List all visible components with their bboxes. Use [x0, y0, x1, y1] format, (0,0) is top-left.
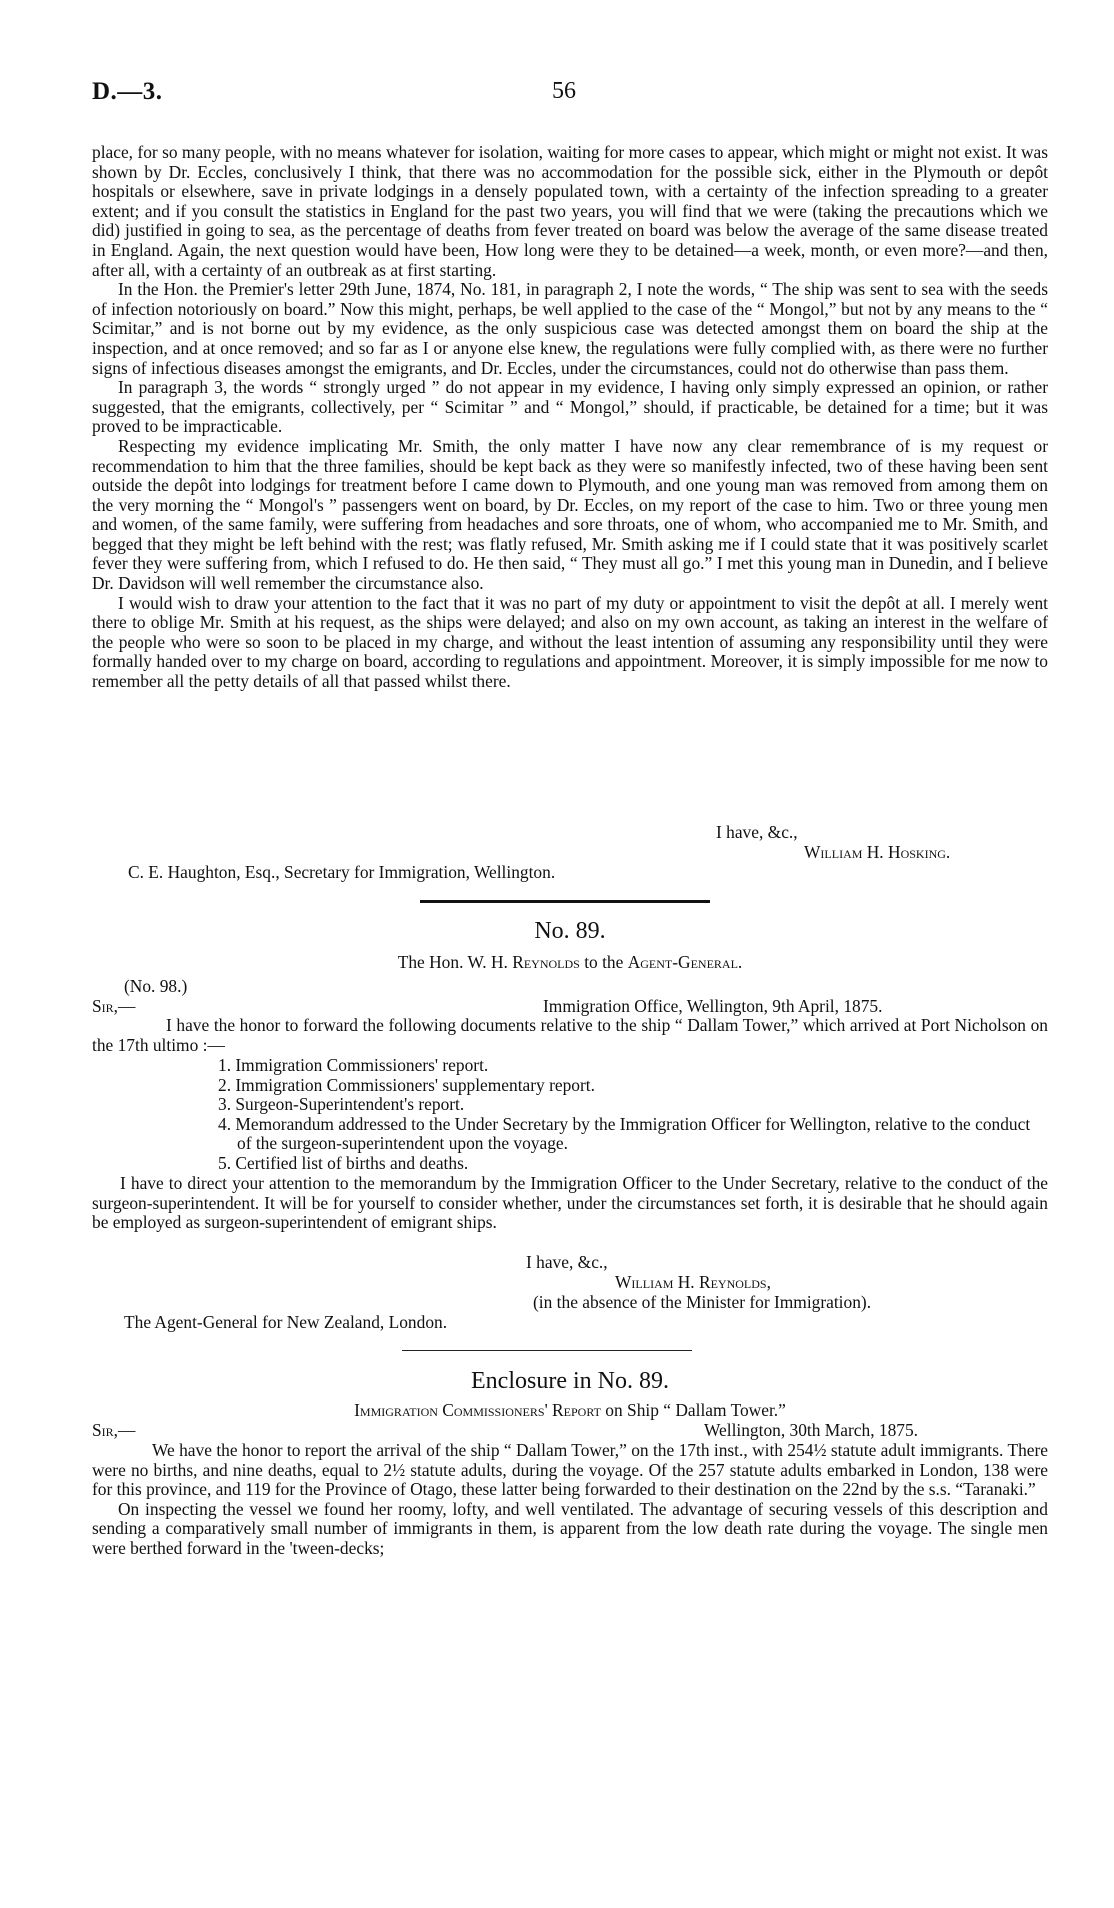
- section-divider: [420, 900, 710, 903]
- signature: William H. Reynolds,: [615, 1272, 771, 1292]
- closing: I have, &c.,: [716, 822, 798, 842]
- letter-body: I have to direct your attention to the memorandum by the Immigration Officer to the Under Secretary, relative to the conduct of the surgeon-superintendent. It will be for yourself to consider whether, under the circumstances set forth, it is desirable that he should again be employed as surgeon-superintendent of emigrant ships.: [92, 1173, 1048, 1233]
- list-item: 5. Certified list of births and deaths.: [218, 1152, 469, 1173]
- signature-note: (in the absence of the Minister for Immigration).: [533, 1292, 872, 1312]
- place-date: Immigration Office, Wellington, 9th April, 1875.: [543, 996, 883, 1016]
- paragraph: In the Hon. the Premier's letter 29th June, 1874, No. 181, in paragraph 2, I note the words, “ The ship was sent to sea with the seeds of infection notoriously on board.” Now this might, perhaps, be well applied to the case of the “ Mongol,” but not by any means to the “ Scimitar,” and is not borne out by my evidence, as the only suspicious case was detected amongst them on board the ship at the inspection, and at once removed; and so far as I or anyone else knew, the regulations were fully complied with, as there were no further signs of infectious diseases amongst the emigrants, and Dr. Eccles, under the circumstances, could not do otherwise than pass them.: [92, 279, 1048, 378]
- paragraph: place, for so many people, with no means whatever for isolation, waiting for more cases to appear, which might or might not exist. It was shown by Dr. Eccles, conclusively I think, that there was no accommodation for the possible sick, either in the Plymouth or depôt hospitals or elsewhere, save in private lodgings in a densely populated town, with a certainty of the infection spreading to a greater extent; and if you consult the statistics in England for the past two years, you will find that we were (taking the precautions which we did) justified in going to sea, as the percentage of deaths from fever treated on board was below the average of the same disease treated in England. Again, the next question would have been, How long were they to be detained—a week, month, or even more?—and then, after all, with a certainty of an outbreak as at first starting.: [92, 142, 1048, 280]
- paragraph: Respecting my evidence implicating Mr. Smith, the only matter I have now any clear remembrance of is my request or recommendation to him that the three families, should be kept back as they were so manifestly infected, two of these having been sent outside the depôt into lodgings for treatment before I came down to Plymouth, and one young man was removed from among them on the very morning the “ Mongol's ” passengers went on board, by Dr. Eccles, on my report of the case to him. Two or three young men and women, of the same family, were suffering from headaches and sore throats, one of whom, who accompanied me to Mr. Smith, and begged that they might be left behind with the rest; was flatly refused, Mr. Smith asking me if I could state that it was positively scarlet fever they were suffering from, which I refused to do. He then said, “ They must all go.” I met this young man in Dunedin, and I believe Dr. Davidson will well remember the circumstance also.: [92, 435, 1048, 594]
- place-date: Wellington, 30th March, 1875.: [704, 1420, 919, 1440]
- letter-intro: I have the honor to forward the following documents relative to the ship “ Dallam Tower,” which arrived at Port Nicholson on the 17th ultimo :—: [92, 1015, 1048, 1055]
- enclosure-subtitle: Immigration Commissioners' Report on Ship “ Dallam Tower.”: [354, 1400, 786, 1420]
- salutation: Sir,—: [92, 996, 136, 1016]
- list-item: 2. Immigration Commissioners' supplementary report.: [218, 1074, 595, 1095]
- salutation: Sir,—: [92, 1420, 136, 1440]
- paragraph: On inspecting the vessel we found her roomy, lofty, and well ventilated. The advantage of securing vessels of this description and sending a comparatively small number of immigrants in them, is apparent from the low death rate during the voyage. The single men were berthed forward in the 'tween-decks;: [92, 1498, 1048, 1558]
- letter-hosking-body: [92, 143, 1048, 692]
- letter-title: The Hon. W. H. Reynolds to the Agent-General.: [397, 952, 743, 972]
- paragraph: We have the honor to report the arrival of the ship “ Dallam Tower,” on the 17th inst., with 254½ statute adult immigrants. There were no births, and nine deaths, equal to 2½ statute adults, during the voyage. Of the 257 statute adults embarked in London, 138 were for this province, and 119 for the Province of Otago, these latter being forwarded to their destination on the 22nd by the s.s. “Taranaki.”: [92, 1440, 1048, 1500]
- enclosure-heading: Enclosure in No. 89.: [471, 1368, 669, 1394]
- list-item: 1. Immigration Commissioners' report.: [218, 1055, 489, 1075]
- document-list: [92, 1056, 1048, 1174]
- enclosure-body: [92, 1441, 1048, 1559]
- letter-number-heading: No. 89.: [534, 918, 606, 944]
- list-item: 4. Memorandum addressed to the Under Secretary by the Immigration Officer for Wellington, relative to the conduct of the surgeon-superintendent upon the voyage.: [218, 1113, 1031, 1154]
- paragraph: I would wish to draw your attention to the fact that it was no part of my duty or appointment to visit the depôt at all. I merely went there to oblige Mr. Smith at his request, as the ships were delayed; and also on my own account, as taking an interest in the welfare of the people who were so soon to be placed in my charge, and without the least intention of assuming any responsibility until they were formally handed over to my charge on board, according to regulations and appointment. Moreover, it is simply impossible for me now to remember all the petty details of all that passed whilst there.: [92, 592, 1048, 692]
- page-header: [92, 78, 1048, 114]
- list-item: 3. Surgeon-Superintendent's report.: [218, 1094, 465, 1115]
- reference-number: (No. 98.): [124, 976, 188, 996]
- section-divider: [402, 1350, 692, 1351]
- addressee: C. E. Haughton, Esq., Secretary for Immigration, Wellington.: [128, 862, 556, 882]
- signature: William H. Hosking.: [804, 842, 951, 862]
- page-number: 56: [552, 78, 576, 104]
- closing: I have, &c.,: [526, 1252, 608, 1272]
- document-reference: D.—3.: [92, 78, 163, 105]
- paragraph: In paragraph 3, the words “ strongly urged ” do not appear in my evidence, I having only simply expressed an opinion, or rather suggested, that the emigrants, collectively, per “ Scimitar ” and “ Mongol,” should, if practicable, be detained for a time; but it was proved to be impracticable.: [92, 377, 1048, 437]
- addressee: The Agent-General for New Zealand, London.: [124, 1312, 448, 1332]
